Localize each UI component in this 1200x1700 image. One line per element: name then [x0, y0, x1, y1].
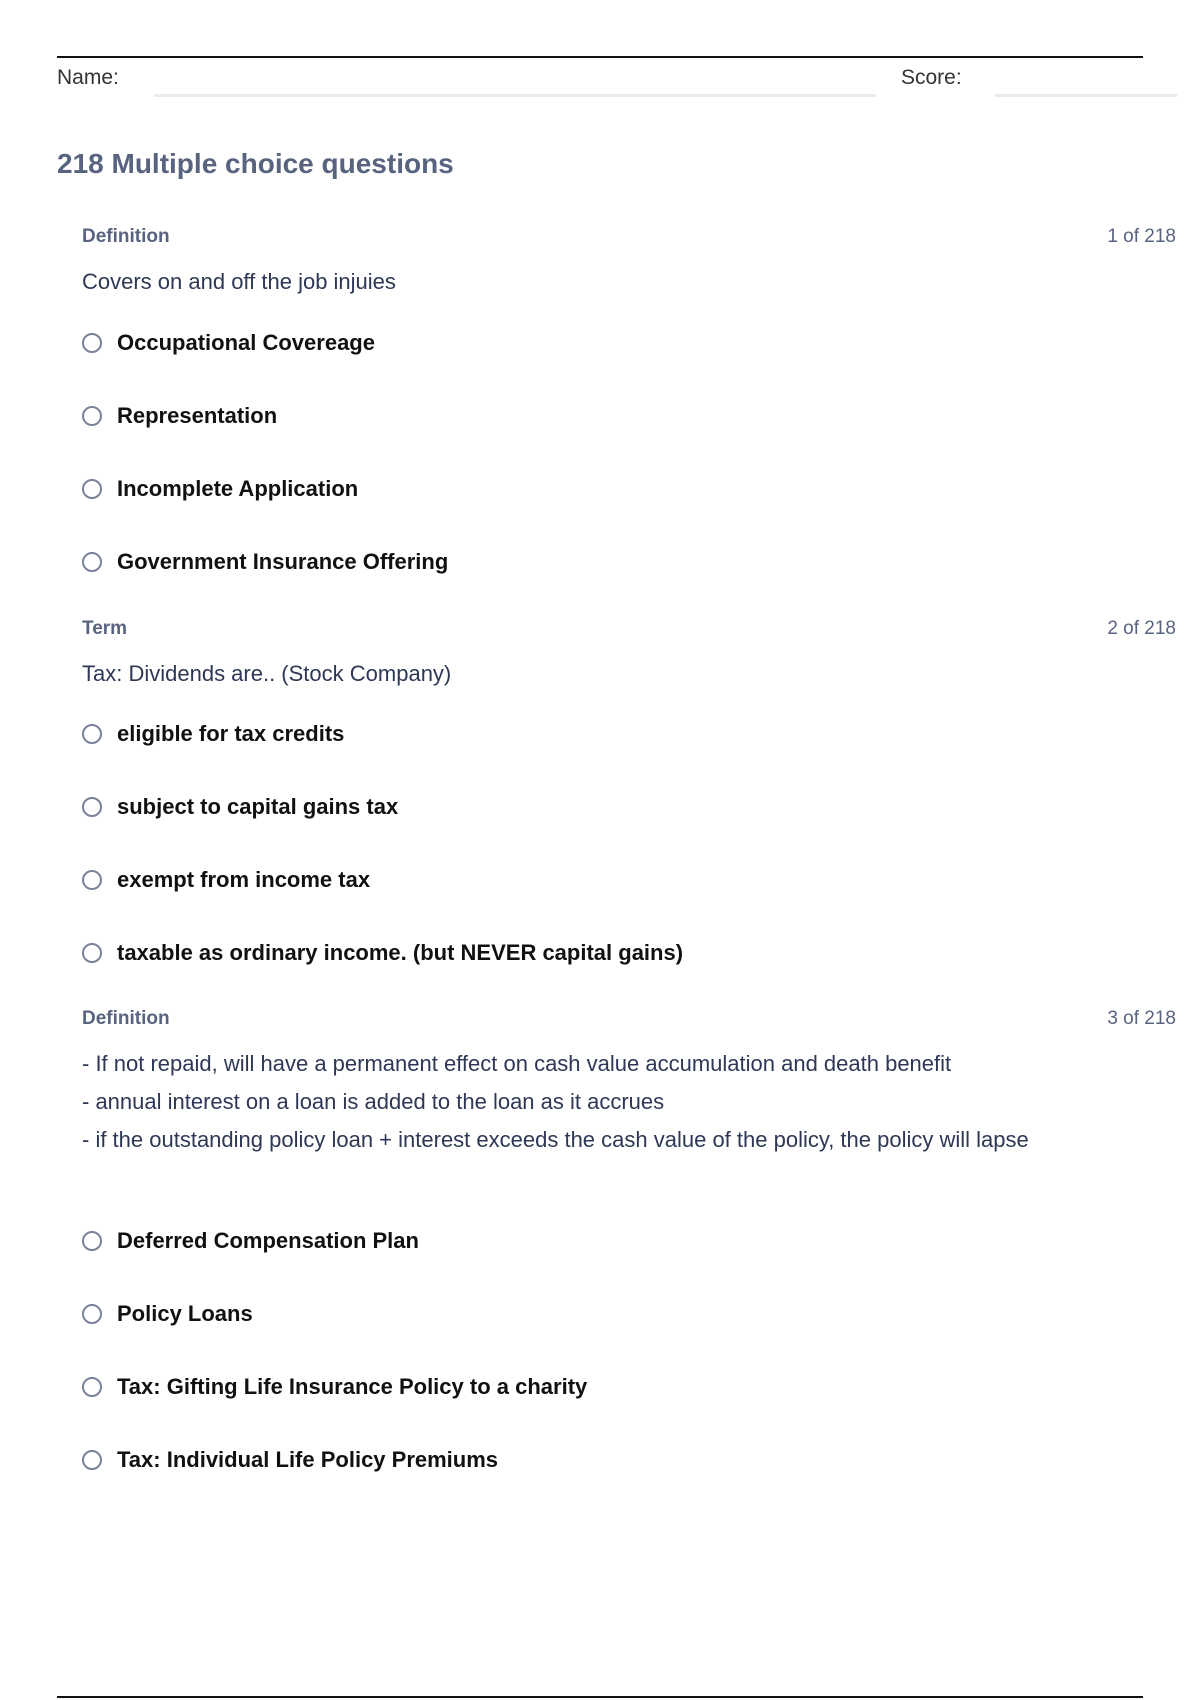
radio-button-icon[interactable]	[82, 870, 102, 890]
answer-option[interactable]	[82, 472, 358, 506]
answer-option-label: eligible for tax credits	[117, 721, 345, 746]
radio-button-icon[interactable]	[82, 552, 102, 572]
radio-button-icon[interactable]	[82, 724, 102, 744]
question-counter: 2 of 218	[1107, 618, 1176, 639]
prompt-line: - If not repaid, will have a permanent effect on cash value accumulation and death benefit	[82, 1051, 952, 1076]
name-label: Name:	[57, 66, 119, 89]
answer-option[interactable]	[82, 863, 370, 897]
answer-option[interactable]	[82, 936, 683, 970]
answer-option-label: Occupational Covereage	[117, 330, 375, 355]
question-counter: 3 of 218	[1107, 1008, 1176, 1029]
answer-option-label: Government Insurance Offering	[117, 549, 449, 574]
radio-button-icon[interactable]	[82, 1377, 102, 1397]
bottom-rule	[57, 1696, 1143, 1698]
prompt-line: - annual interest on a loan is added to the loan as it accrues	[82, 1089, 665, 1114]
answer-option[interactable]	[82, 1297, 253, 1331]
answer-option-label: subject to capital gains tax	[117, 794, 399, 819]
radio-button-icon[interactable]	[82, 1450, 102, 1470]
answer-option[interactable]	[82, 545, 448, 579]
question-counter: 1 of 218	[1107, 226, 1176, 247]
question-type: Definition	[82, 226, 170, 247]
top-rule	[57, 56, 1143, 58]
prompt-line: Covers on and off the job injuies	[82, 269, 396, 294]
question-prompt	[82, 263, 1102, 301]
answer-option[interactable]	[82, 399, 277, 433]
answer-option[interactable]	[82, 1443, 498, 1477]
question-prompt	[82, 655, 1102, 693]
name-input-line[interactable]	[154, 94, 876, 97]
answer-option-label: exempt from income tax	[117, 867, 371, 892]
answer-option[interactable]	[82, 717, 344, 751]
score-input-line[interactable]	[995, 94, 1177, 97]
prompt-line: - if the outstanding policy loan + interest exceeds the cash value of the policy, the policy will lapse	[82, 1127, 1029, 1152]
radio-button-icon[interactable]	[82, 333, 102, 353]
answer-option[interactable]	[82, 1370, 587, 1404]
radio-button-icon[interactable]	[82, 943, 102, 963]
section-title: 218 Multiple choice questions	[57, 148, 454, 179]
answer-option[interactable]	[82, 790, 398, 824]
answer-option-label: Incomplete Application	[117, 476, 359, 501]
answer-option-label: Tax: Individual Life Policy Premiums	[117, 1447, 499, 1472]
radio-button-icon[interactable]	[82, 479, 102, 499]
answer-option-label: Policy Loans	[117, 1301, 253, 1326]
radio-button-icon[interactable]	[82, 797, 102, 817]
radio-button-icon[interactable]	[82, 1304, 102, 1324]
radio-button-icon[interactable]	[82, 406, 102, 426]
answer-option[interactable]	[82, 326, 375, 360]
question-type: Definition	[82, 1008, 170, 1029]
score-label: Score:	[901, 66, 962, 89]
question-prompt	[82, 1045, 1102, 1159]
answer-option-label: taxable as ordinary income. (but NEVER capital gains)	[117, 940, 684, 965]
answer-option-label: Deferred Compensation Plan	[117, 1228, 419, 1253]
radio-button-icon[interactable]	[82, 1231, 102, 1251]
answer-option[interactable]	[82, 1224, 419, 1258]
prompt-line: Tax: Dividends are.. (Stock Company)	[82, 661, 452, 686]
worksheet-header	[57, 62, 1177, 98]
answer-option-label: Representation	[117, 403, 278, 428]
answer-option-label: Tax: Gifting Life Insurance Policy to a charity	[117, 1374, 588, 1399]
question-type: Term	[82, 618, 128, 639]
